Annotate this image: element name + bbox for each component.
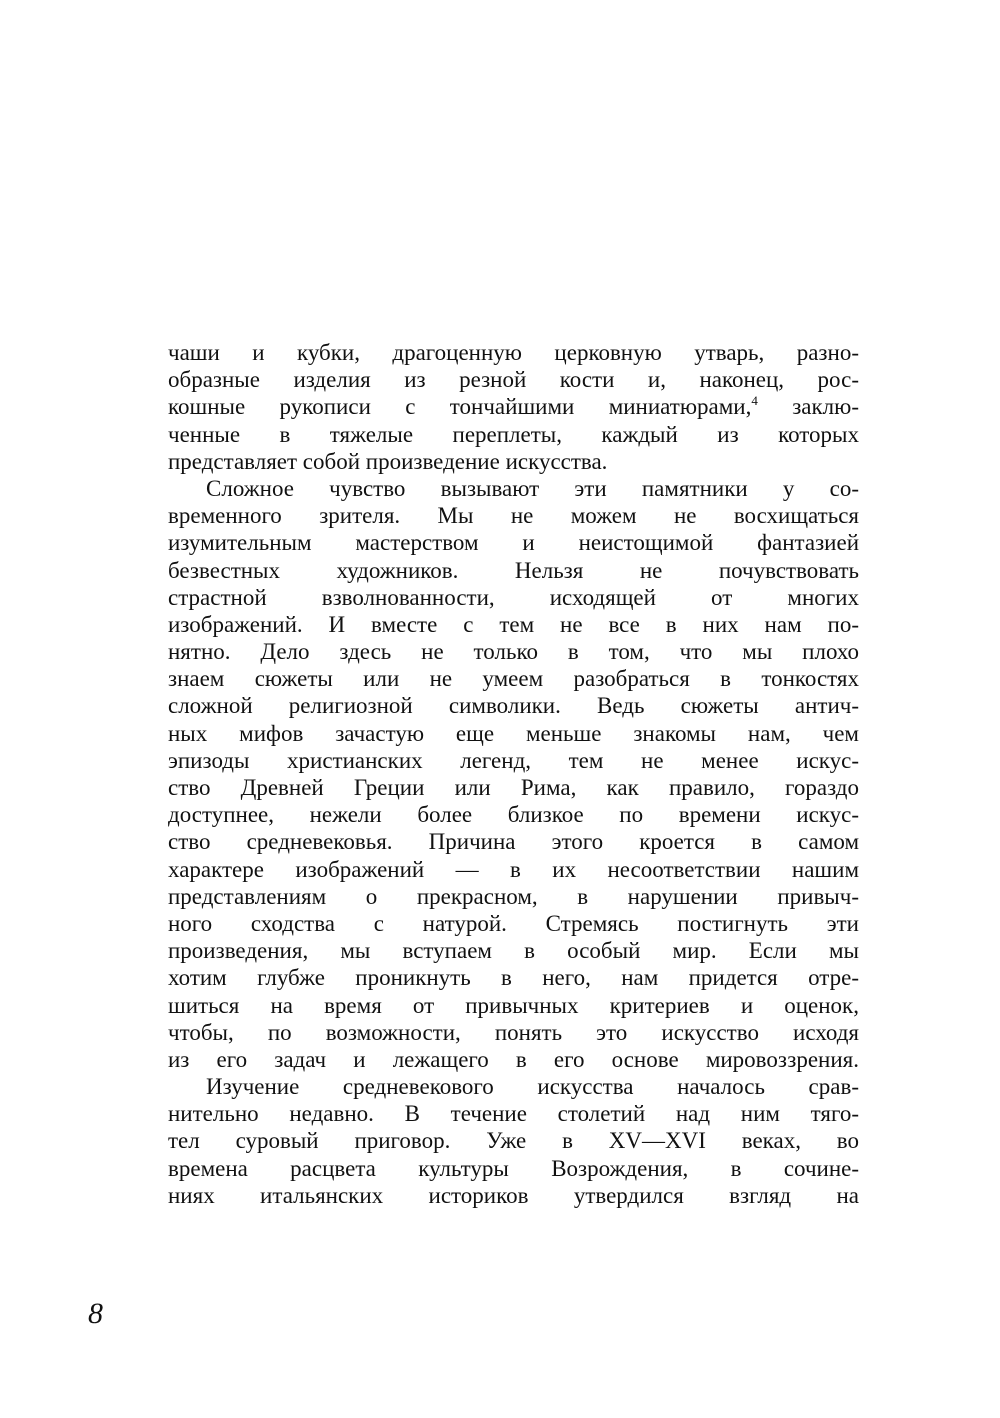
text-line: ство Древней Греции или Рима, как правило, гораздо [168,775,859,800]
text-line: тел суровый приговор. Уже в XV—XVI веках, во [168,1128,859,1154]
text-line: доступнее, нежели более близкое по времени искус- [168,802,859,828]
text-line: чаши и кубки, драгоценную церковную утварь, разно- [168,340,859,365]
text-line: нительно недавно. В течение столетий над ним тяго- [168,1101,859,1127]
text-line: изумительным мастерством и неистощимой фантазией [168,530,859,556]
text-segment: заклю- [792,394,859,420]
text-line: изображений. И вместе с тем не все в них нам по- [168,611,859,637]
text-line: шиться на время от привычных критериев и оценок, [168,992,859,1018]
text-line: из его задач и лежащего в его основе мировоззрения. [168,1046,859,1072]
text-line: характере изображений — в их несоответствии нашим [168,856,859,882]
text-line: страстной взволнованности, исходящей от многих [168,584,859,610]
text-line: Сложное чувство вызывают эти памятники у со- [206,475,859,501]
text-line: ниях итальянских историков утвердился взгляд на [168,1182,859,1208]
text-line: ного сходства с натурой. Стремясь постигнуть эти [168,910,859,936]
text-line: безвестных художников. Нельзя не почувствовать [168,557,859,583]
text-line: эпизоды христианских легенд, тем не менее искус- [168,747,859,773]
text-line: представлениям о прекрасном, в нарушении привыч- [168,883,859,909]
text-line-with-footnote [168,393,859,420]
text-line: хотим глубже проникнуть в него, нам придется отре- [168,965,859,991]
text-line: времена расцвета культуры Возрождения, в сочине- [168,1155,859,1181]
text-segment: кошные рукописи с тончайшими миниатюрами, [168,394,752,420]
footnote-marker[interactable]: 4 [751,393,758,409]
text-line: ченные в тяжелые переплеты, каждый из которых [168,421,859,447]
text-line: сложной религиозной символики. Ведь сюжеты антич- [168,693,859,719]
text-line: нятно. Дело здесь не только в том, что мы плохо [168,639,859,665]
body-text [168,339,859,1209]
text-line: представляет собой произведение искусства. [168,448,608,474]
text-line: ство средневековья. Причина этого кроется в самом [168,829,859,855]
page-number: 8 [88,1297,103,1330]
text-line: ных мифов зачастую еще меньше знакомы нам, чем [168,720,859,746]
text-line: образные изделия из резной кости и, наконец, рос- [168,367,859,393]
text-line: произведения, мы вступаем в особый мир. Если мы [168,938,859,964]
text-line: чтобы, по возможности, понять это искусство исходя [168,1019,859,1045]
text-line: временного зрителя. Мы не можем не восхищаться [168,503,859,529]
text-line: Изучение средневекового искусства началось срав- [206,1074,859,1100]
text-line: знаем сюжеты или не умеем разобраться в тонкостях [168,666,859,692]
